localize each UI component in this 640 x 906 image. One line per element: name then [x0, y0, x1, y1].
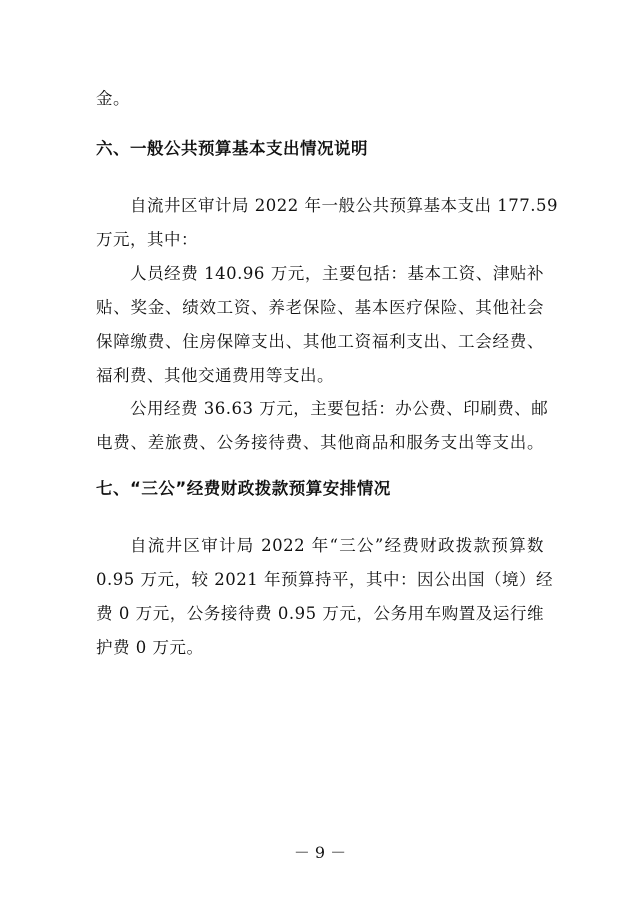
paragraph-line: 福利费、其他交通费用等支出。	[96, 366, 334, 385]
section-7-heading: 七、“三公”经费财政拨款预算安排情况	[96, 479, 391, 498]
paragraph-line: 公用经费 36.63 万元，主要包括：办公费、印刷费、邮	[130, 399, 549, 418]
paragraph-line: 贴、奖金、绩效工资、养老保险、基本医疗保险、其他社会	[96, 298, 544, 317]
section-6-heading: 六、一般公共预算基本支出情况说明	[96, 139, 368, 158]
paragraph-line: 万元，其中：	[96, 230, 198, 249]
paragraph-line: 电费、差旅费、公务接待费、其他商品和服务支出等支出。	[96, 433, 544, 452]
paragraph-line: 人员经费 140.96 万元，主要包括：基本工资、津贴补	[130, 264, 544, 283]
paragraph-line: 0.95 万元，较 2021 年预算持平，其中：因公出国（境）经	[96, 570, 553, 589]
paragraph-line: 保障缴费、住房保障支出、其他工资福利支出、工会经费、	[96, 332, 544, 351]
paragraph-line: 自流井区审计局 2022 年一般公共预算基本支出 177.59	[130, 196, 558, 215]
paragraph-line: 费 0 万元，公务接待费 0.95 万元，公务用车购置及运行维	[96, 604, 544, 623]
paragraph-line: 自流井区审计局 2022 年“三公”经费财政拨款预算数	[130, 536, 544, 555]
paragraph-line: 护费 0 万元。	[96, 638, 204, 657]
page-number: － 9 －	[293, 843, 347, 862]
continuation-text: 金。	[96, 89, 130, 108]
